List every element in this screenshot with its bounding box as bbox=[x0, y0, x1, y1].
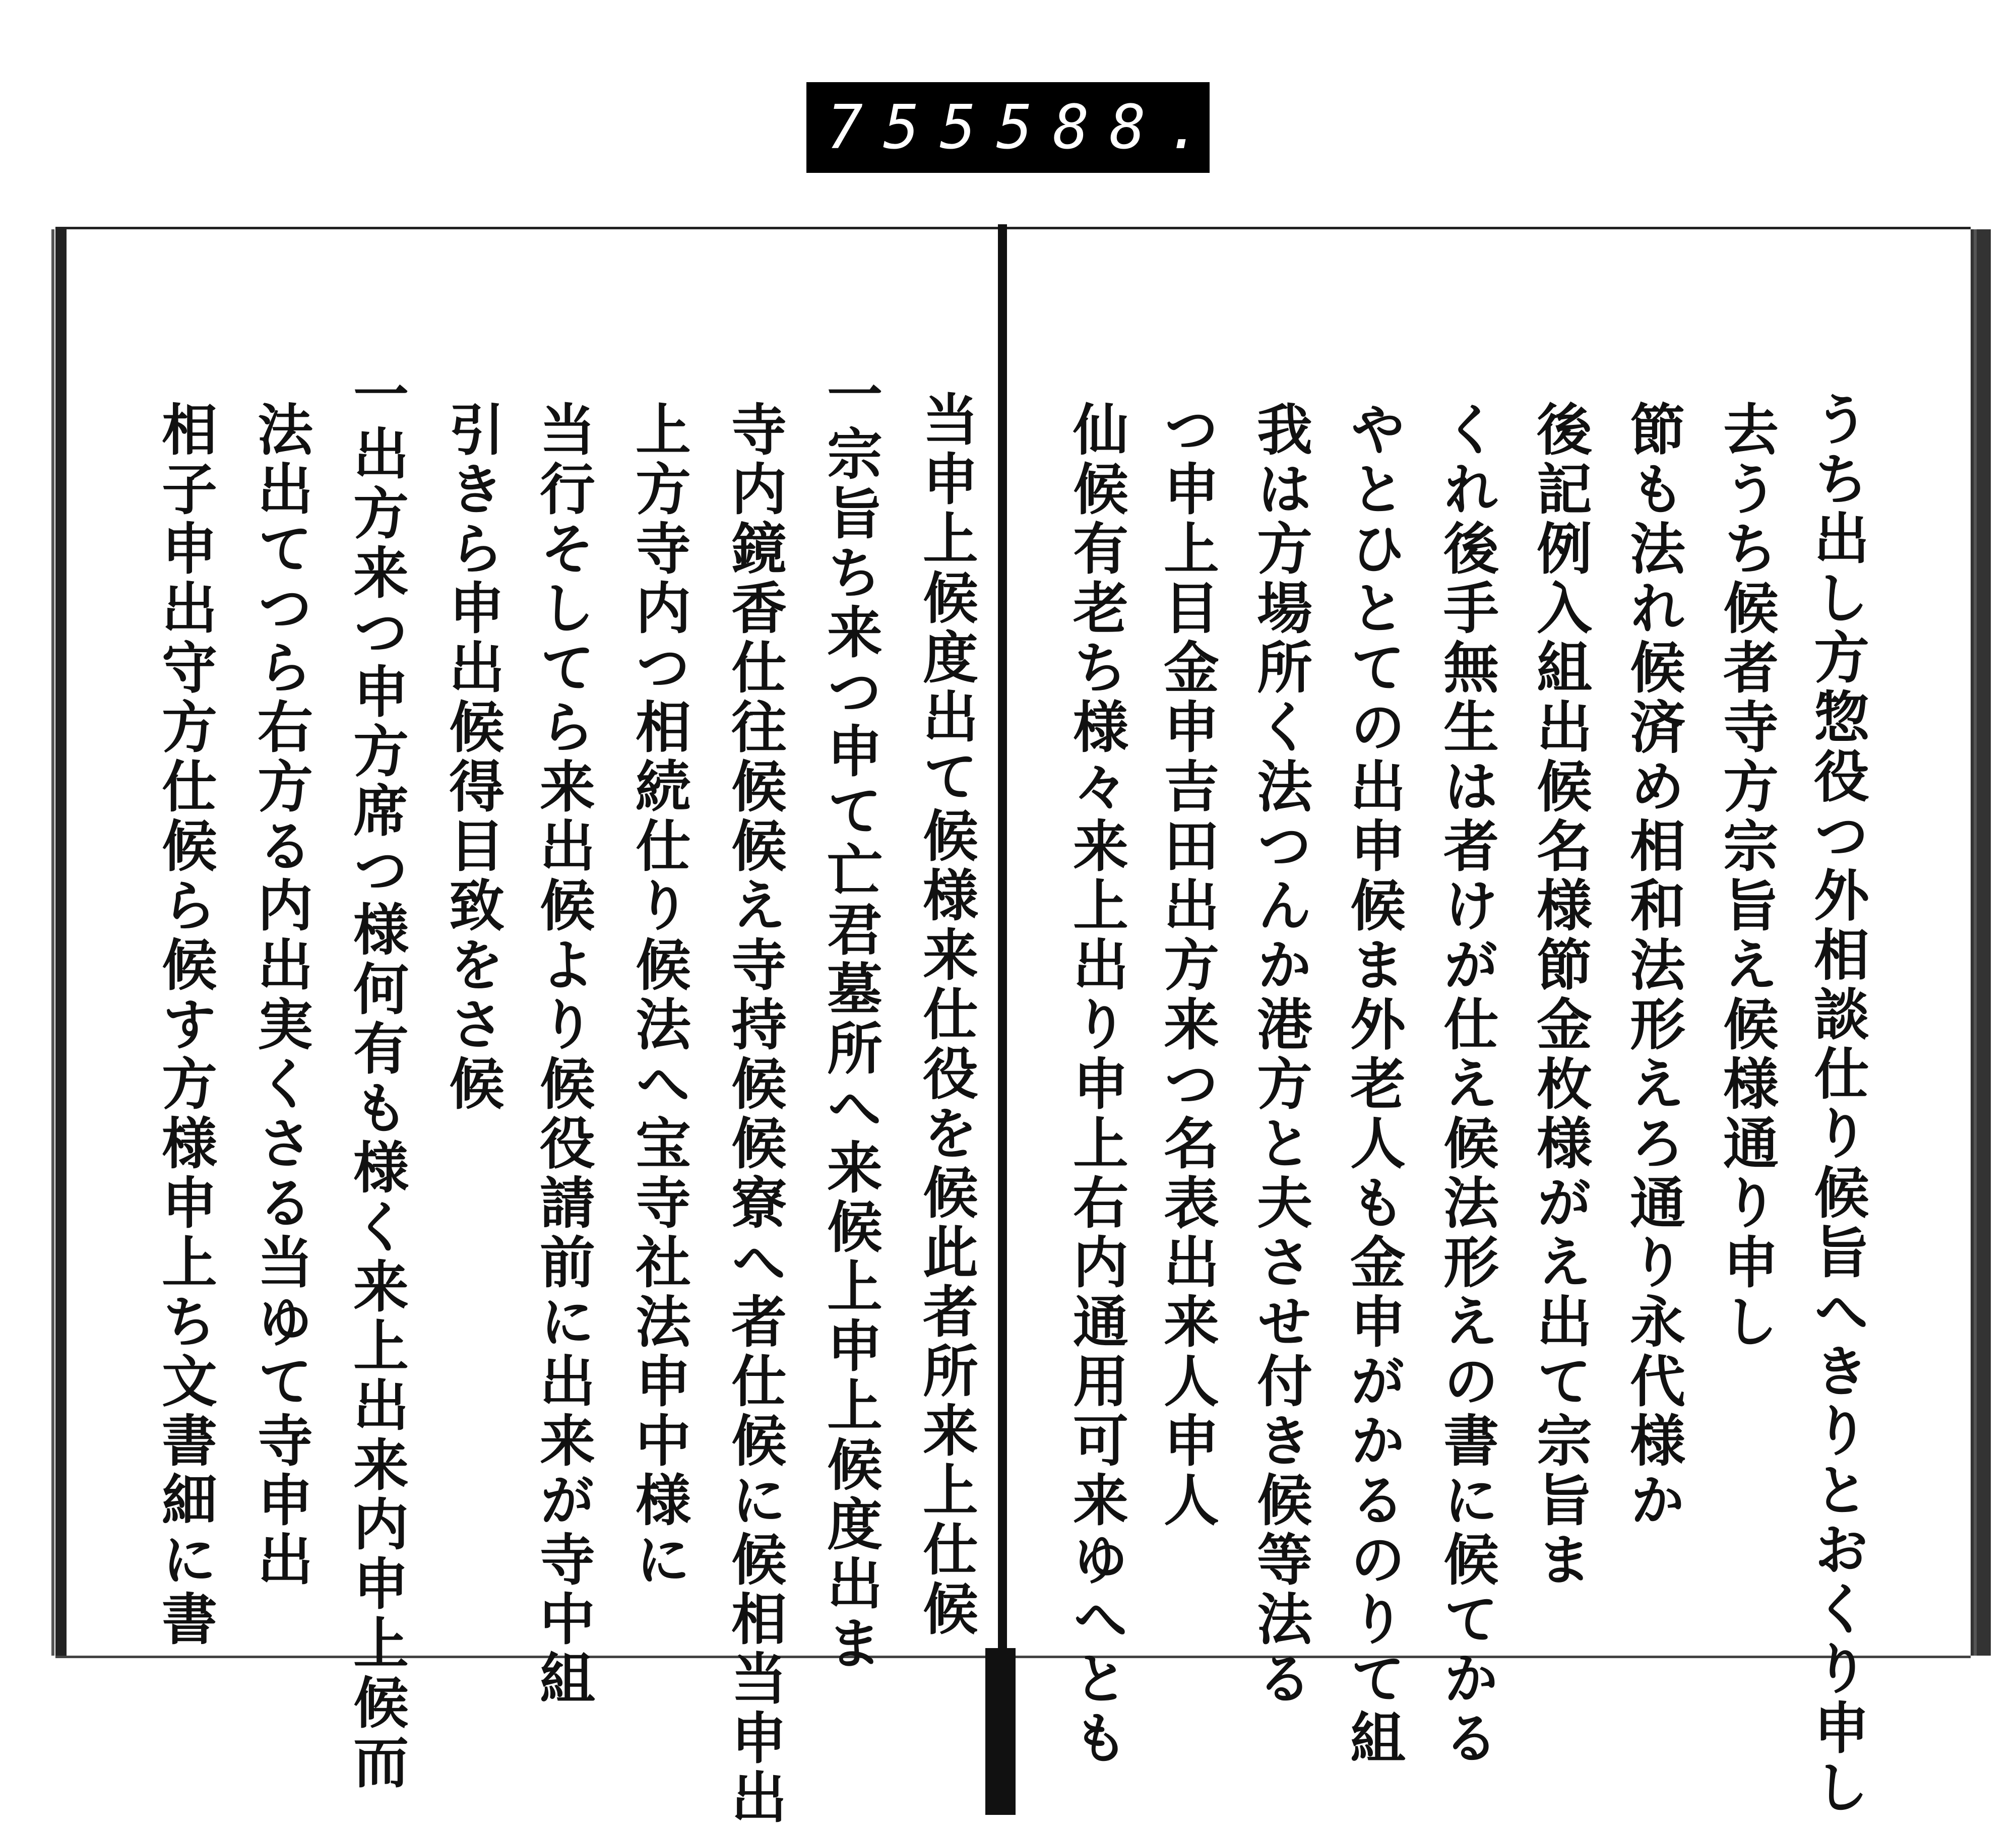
left-column-2: 一宗旨ち来つ申て亡君墓所へ来候上申上候度出ま bbox=[818, 365, 883, 1674]
right-page bbox=[1013, 229, 1991, 1818]
open-book bbox=[55, 227, 1971, 1828]
book-gutter bbox=[998, 224, 1007, 1661]
stamp-right-number: 588. bbox=[996, 92, 1223, 163]
left-column-5: 当行そしてら来出候より候役請前に出来が寺中組 bbox=[531, 401, 596, 1709]
right-column-4: 後記例入組出候名様節金枚様がえ出て宗旨ま bbox=[1528, 401, 1593, 1590]
page-edge-left bbox=[51, 229, 54, 1656]
right-column-5: くれ後手無生は者けが仕え候法形えの書に候てかる bbox=[1434, 401, 1499, 1769]
right-column-6: やとひとての出申候ま外老人も金申がかるのりて組 bbox=[1341, 401, 1406, 1769]
right-column-8: つ申上目金申吉田出方来つ名表出来人申人 bbox=[1155, 401, 1220, 1531]
binding-ribbon bbox=[985, 1648, 1016, 1815]
catalog-stamp bbox=[806, 82, 1223, 173]
left-column-6: 引きら申出候得目致をさ候 bbox=[440, 401, 505, 1114]
right-column-2: 去うち候者寺方宗旨え候様通り申し bbox=[1714, 401, 1779, 1352]
left-column-1: 当申上候度出て候様来仕役を候此者所来上仕候 bbox=[914, 391, 979, 1640]
left-column-8: 法出てつら右方る内出実くさる当ゆて寺申出 bbox=[248, 401, 313, 1590]
left-column-9: 相子申出守方仕候ら候す方様申上ち文書細に書 bbox=[153, 401, 218, 1650]
right-column-1: うち出し方惣役つ外相談仕り候旨へきりとおくり申し bbox=[1805, 391, 1870, 1818]
right-column-3: 節も法れ候済め相和法形えろ通り永代様か bbox=[1621, 401, 1686, 1531]
right-column-7: 我は方場所く法つんか港方と夫させ付き候等法る bbox=[1248, 401, 1313, 1709]
left-page bbox=[55, 229, 1012, 1828]
right-column-9: 仙候有老ち様々来上出り申上右内通用可来ゆへとも bbox=[1064, 401, 1129, 1769]
left-column-4: 上方寺内つ相続仕り候法へ宝寺社法申中様に bbox=[626, 401, 691, 1590]
stamp-left-number: 755 bbox=[827, 92, 996, 163]
left-column-7: 一出方来つ申方席つ様何有も様く来上出来内申上候而 bbox=[344, 365, 409, 1793]
left-column-3: 寺内鏡香仕往候候え寺持候候寮へ者仕候に候相当申出 bbox=[722, 401, 787, 1828]
page-edge-right bbox=[1974, 229, 1977, 1656]
